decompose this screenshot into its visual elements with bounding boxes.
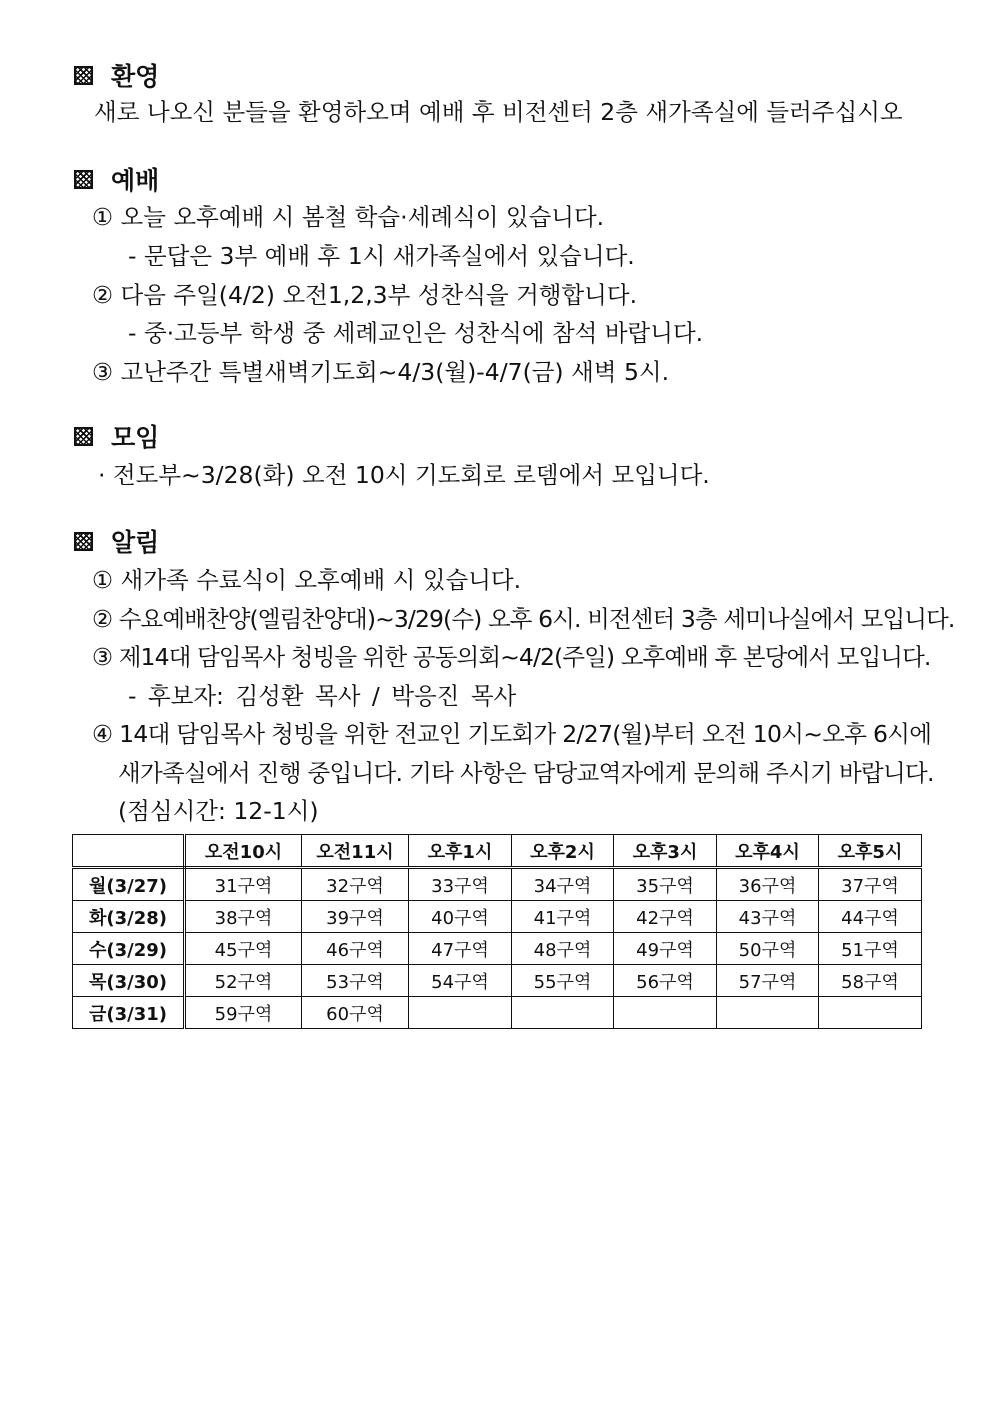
column-header: 오전10시 <box>185 835 302 868</box>
table-cell: 31구역 <box>185 868 302 901</box>
table-cell: 53구역 <box>302 965 409 997</box>
table-cell: 39구역 <box>302 901 409 933</box>
table-cell: 56구역 <box>614 965 717 997</box>
column-header: 오후4시 <box>717 835 819 868</box>
table-cell: 48구역 <box>512 933 614 965</box>
notice-item-4-lunch: (점심시간: 12-1시) <box>118 797 319 825</box>
table-cell: 55구역 <box>512 965 614 997</box>
table-cell: 52구역 <box>185 965 302 997</box>
table-cell: 40구역 <box>409 901 512 933</box>
table-cell <box>512 997 614 1029</box>
worship-item-2-sub: - 중·고등부 학생 중 세례교인은 성찬식에 참석 바랍니다. <box>128 319 704 347</box>
row-header: 월(3/27) <box>73 868 185 901</box>
column-header: 오후1시 <box>409 835 512 868</box>
welcome-text: 새로 나오신 분들을 환영하오며 예배 후 비전센터 2층 새가족실에 들러주십시오 <box>94 98 903 126</box>
table-cell <box>717 997 819 1029</box>
notice-item-2: ② 수요예배찬양(엘림찬양대)~3/29(수) 오후 6시. 비전센터 3층 세미나실에서 모입니다. <box>92 605 955 633</box>
table-cell <box>819 997 922 1029</box>
table-cell: 34구역 <box>512 868 614 901</box>
prayer-schedule-table <box>72 834 922 1029</box>
worship-item-3: ③ 고난주간 특별새벽기도회~4/3(월)-4/7(금) 새벽 5시. <box>92 358 670 386</box>
table-cell: 59구역 <box>185 997 302 1029</box>
section-title: 알림 <box>111 528 160 557</box>
table-row <box>73 933 922 965</box>
table-cell: 38구역 <box>185 901 302 933</box>
section-title: 예배 <box>111 166 160 195</box>
table-row <box>73 997 922 1029</box>
notice-item-1: ① 새가족 수료식이 오후예배 시 있습니다. <box>92 566 522 594</box>
meeting-item: · 전도부~3/28(화) 오전 10시 기도회로 로뎀에서 모입니다. <box>98 461 710 489</box>
section-title: 모임 <box>111 423 160 452</box>
table-cell: 51구역 <box>819 933 922 965</box>
notice-item-4-cont: 새가족실에서 진행 중입니다. 기타 사항은 담당교역자에게 문의해 주시기 바랍니다. <box>118 759 934 787</box>
checkered-square-icon <box>74 170 93 189</box>
table-cell: 47구역 <box>409 933 512 965</box>
column-header: 오후5시 <box>819 835 922 868</box>
row-header: 수(3/29) <box>73 933 185 965</box>
table-cell: 54구역 <box>409 965 512 997</box>
table-cell: 32구역 <box>302 868 409 901</box>
column-header: 오후2시 <box>512 835 614 868</box>
table-cell: 50구역 <box>717 933 819 965</box>
table-cell: 60구역 <box>302 997 409 1029</box>
table-header-row <box>73 835 922 868</box>
section-heading-meeting <box>74 421 159 451</box>
section-title: 환영 <box>111 62 160 91</box>
section-heading-welcome <box>74 60 159 90</box>
table-cell: 45구역 <box>185 933 302 965</box>
worship-item-1-sub: - 문답은 3부 예배 후 1시 새가족실에서 있습니다. <box>128 242 635 270</box>
table-cell: 46구역 <box>302 933 409 965</box>
table-cell <box>409 997 512 1029</box>
worship-item-1: ① 오늘 오후예배 시 봄철 학습·세례식이 있습니다. <box>92 203 605 231</box>
notice-item-3: ③ 제14대 담임목사 청빙을 위한 공동의회~4/2(주일) 오후예배 후 본당에서 모입니다. <box>92 643 931 671</box>
checkered-square-icon <box>74 427 93 446</box>
table-corner-cell <box>73 835 185 868</box>
table-cell: 57구역 <box>717 965 819 997</box>
checkered-square-icon <box>74 532 93 551</box>
section-heading-notice <box>74 526 159 556</box>
row-header: 화(3/28) <box>73 901 185 933</box>
row-header: 목(3/30) <box>73 965 185 997</box>
column-header: 오전11시 <box>302 835 409 868</box>
table-cell: 44구역 <box>819 901 922 933</box>
table-cell: 49구역 <box>614 933 717 965</box>
table-cell: 35구역 <box>614 868 717 901</box>
table-row <box>73 868 922 901</box>
table-cell: 41구역 <box>512 901 614 933</box>
table-cell: 58구역 <box>819 965 922 997</box>
table-row <box>73 901 922 933</box>
row-header: 금(3/31) <box>73 997 185 1029</box>
worship-item-2: ② 다음 주일(4/2) 오전1,2,3부 성찬식을 거행합니다. <box>92 281 638 309</box>
notice-item-3-sub: - 후보자: 김성환 목사 / 박응진 목사 <box>128 682 517 710</box>
notice-item-4: ④ 14대 담임목사 청빙을 위한 전교인 기도회가 2/27(월)부터 오전 10시~오후 6시에 <box>92 720 932 748</box>
column-header: 오후3시 <box>614 835 717 868</box>
table-cell: 37구역 <box>819 868 922 901</box>
checkered-square-icon <box>74 66 93 85</box>
table-cell: 42구역 <box>614 901 717 933</box>
table-cell <box>614 997 717 1029</box>
table-cell: 43구역 <box>717 901 819 933</box>
table-cell: 36구역 <box>717 868 819 901</box>
table-cell: 33구역 <box>409 868 512 901</box>
table-row <box>73 965 922 997</box>
section-heading-worship <box>74 164 159 194</box>
